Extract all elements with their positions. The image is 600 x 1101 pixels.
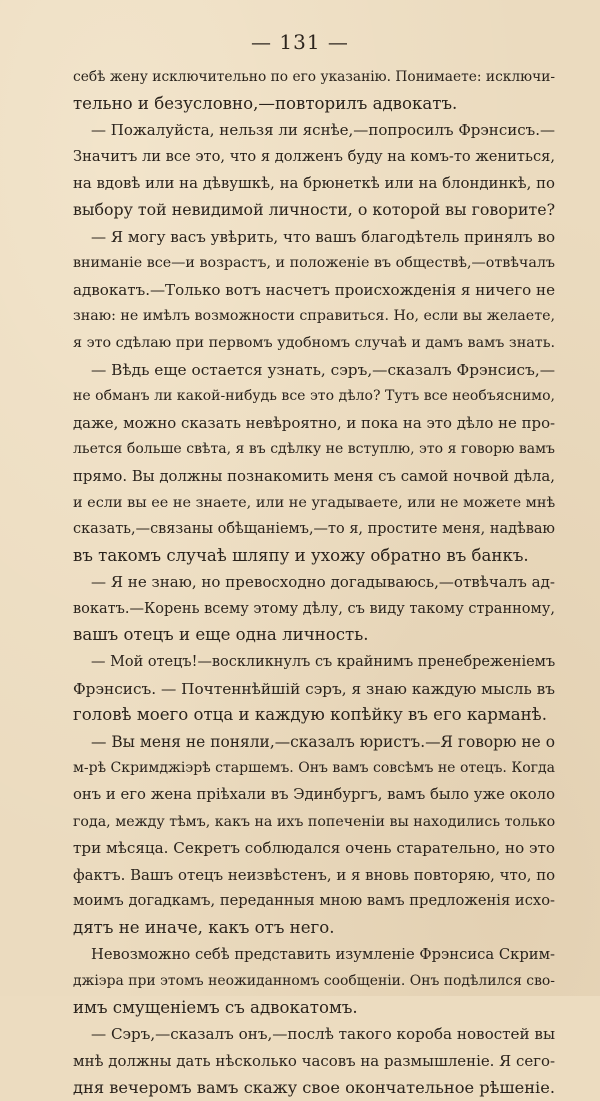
text-line: три мѣсяца. Секретъ соблюдался очень старательно, но это bbox=[73, 839, 555, 858]
text-line: — Пожалуйста, нельзя ли яснѣе,—попросилъ Фрэнсисъ.— bbox=[91, 121, 555, 140]
text-line: дня вечеромъ вамъ скажу свое окончательное рѣшеніе. bbox=[73, 1077, 556, 1097]
paragraph bbox=[73, 1021, 555, 1101]
text-line: вашъ отецъ и еще одна личность. bbox=[73, 625, 369, 645]
paragraph bbox=[73, 64, 555, 117]
text-line: даже, можно сказать невѣроятно, и пока на это дѣло не про- bbox=[73, 413, 556, 432]
paragraph bbox=[73, 224, 555, 357]
text-line: онъ и его жена пріѣхали въ Эдинбургъ, вамъ было уже около bbox=[73, 786, 555, 804]
paragraph bbox=[73, 569, 555, 649]
text-line: въ такомъ случаѣ шляпу и ухожу обратно въ банкъ. bbox=[73, 545, 529, 565]
body-text bbox=[73, 64, 555, 1101]
text-line: — Я могу васъ увѣрить, что вашъ благодѣтель принялъ во bbox=[91, 227, 556, 246]
text-line: м-рѣ Скримджіэрѣ старшемъ. Онъ вамъ совсѣмъ не отецъ. Когда bbox=[73, 760, 555, 777]
paragraph bbox=[73, 942, 555, 1022]
text-line: Значитъ ли все это, что я долженъ буду на комъ-то жениться, bbox=[73, 147, 555, 165]
text-line: я это сдѣлаю при первомъ удобномъ случаѣ и дамъ вамъ знать. bbox=[73, 334, 556, 351]
page-number: — 131 — bbox=[251, 30, 349, 54]
text-line: года, между тѣмъ, какъ на ихъ попеченіи вы находились только bbox=[73, 813, 556, 830]
text-line: сказать,—связаны обѣщаніемъ,—то я, простите меня, надѣваю bbox=[73, 521, 555, 538]
text-line: Невозможно себѣ представить изумленіе Фрэнсиса Скрим- bbox=[91, 945, 555, 963]
text-line: адвокатъ.—Только вотъ насчетъ происхожденія я ничего не bbox=[73, 280, 555, 299]
text-line: — Сэръ,—сказалъ онъ,—послѣ такого короба новостей вы bbox=[91, 1025, 555, 1044]
text-line: — Вѣдь еще остается узнать, сэръ,—сказалъ Фрэнсисъ,— bbox=[91, 360, 555, 379]
text-line: не обманъ ли какой-нибудь все это дѣло? Тутъ все необъяснимо, bbox=[73, 388, 555, 405]
text-line: имъ смущеніемъ съ адвокатомъ. bbox=[73, 997, 358, 1017]
text-line: дятъ не иначе, какъ отъ него. bbox=[73, 918, 335, 937]
paragraph bbox=[73, 357, 555, 570]
text-line: мнѣ должны дать нѣсколько часовъ на размышленіе. Я сего- bbox=[73, 1051, 555, 1070]
text-line: фактъ. Вашъ отецъ неизвѣстенъ, и я вновь повторяю, что, по bbox=[73, 865, 556, 884]
text-line: — Вы меня не поняли,—сказалъ юристъ.—Я говорю не о bbox=[91, 732, 555, 751]
text-line: — Мой отецъ!—воскликнулъ съ крайнимъ пренебреженіемъ bbox=[91, 654, 556, 671]
text-line: тельно и безусловно,—повторилъ адвокатъ. bbox=[73, 93, 458, 113]
paragraph bbox=[73, 729, 555, 942]
text-line: прямо. Вы должны познакомить меня съ самой ночвой дѣла, bbox=[73, 466, 555, 485]
text-line: выбору той невидимой личности, о которой вы говорите? bbox=[73, 199, 556, 219]
text-line: головѣ моего отца и каждую копѣйку въ его карманѣ. bbox=[73, 705, 547, 725]
text-line: знаю: не имѣлъ возможности справиться. Но, если вы желаете, bbox=[73, 308, 555, 325]
text-line: моимъ догадкамъ, переданныя мною вамъ предложенія исхо- bbox=[73, 892, 555, 910]
paragraph bbox=[73, 649, 555, 729]
text-line: вокатъ.—Корень всему этому дѣлу, съ виду такому странному, bbox=[73, 600, 555, 617]
text-line: Фрэнсисъ. — Почтеннѣйшій сэръ, я знаю каждую мысль въ bbox=[73, 679, 555, 698]
text-line: и если вы ее не знаете, или не угадываете, или не можете мнѣ bbox=[73, 494, 556, 511]
text-line: вниманіе все—и возрастъ, и положеніе въ обществѣ,—отвѣчалъ bbox=[73, 255, 555, 272]
text-line: джіэра при этомъ неожиданномъ сообщеніи. Онъ подѣлился сво- bbox=[73, 973, 555, 990]
paragraph bbox=[73, 117, 555, 223]
text-line: на вдовѣ или на дѣвушкѣ, на брюнеткѣ или на блондинкѣ, по bbox=[73, 174, 555, 193]
text-line: льется больше свѣта, я въ сдѣлку не вступлю, это я говорю вамъ bbox=[73, 441, 555, 458]
text-line: себѣ жену исключительно по его указанію. Понимаете: исключи- bbox=[73, 69, 556, 85]
text-line: — Я не знаю, но превосходно догадываюсь,—отвѣчалъ ад- bbox=[91, 573, 555, 592]
